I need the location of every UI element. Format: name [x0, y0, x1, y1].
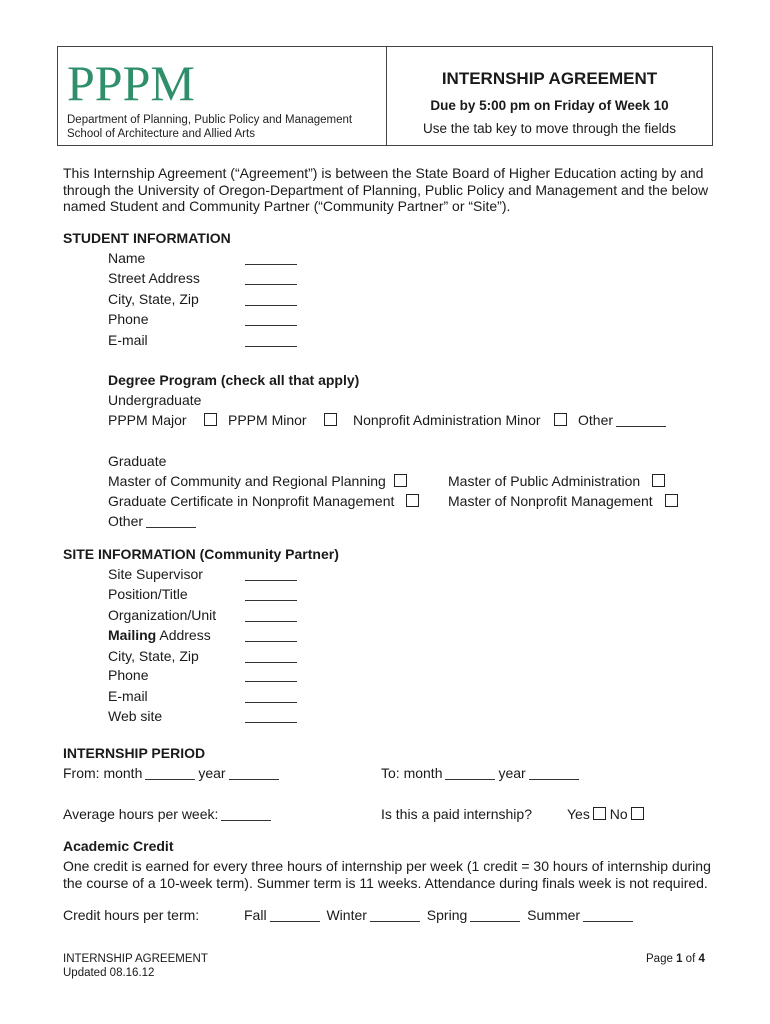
intro-line-1: This Internship Agreement (“Agreement”) is between the State Board of Higher Education acting by and [63, 165, 704, 181]
nonprofit-minor-option [353, 412, 567, 428]
site-org-field[interactable] [245, 621, 297, 622]
to-month-field[interactable] [445, 767, 495, 780]
intro-line-2: through the University of Oregon-Department of Planning, Public Policy and Management and the below [63, 182, 709, 198]
site-position-field[interactable] [245, 600, 297, 601]
student-city-label: City, State, Zip [108, 291, 199, 307]
student-heading: STUDENT INFORMATION [63, 230, 231, 246]
grad-other-label: Other [108, 513, 144, 529]
undergrad-label: Undergraduate [108, 392, 202, 408]
grad-cert-checkbox[interactable] [406, 494, 419, 507]
credit-hours-label: Credit hours per term: [63, 907, 200, 923]
site-org-label: Organization/Unit [108, 607, 217, 623]
site-supervisor-field[interactable] [245, 580, 297, 581]
tab-hint: Use the tab key to move through the fields [423, 121, 676, 136]
term-spring-label: Spring [426, 907, 468, 923]
mcrp-checkbox[interactable] [394, 474, 407, 487]
mpa-checkbox[interactable] [652, 474, 665, 487]
student-city-field[interactable] [245, 305, 297, 306]
page-number [646, 952, 705, 966]
mnm-checkbox[interactable] [665, 494, 678, 507]
student-street-field[interactable] [245, 284, 297, 285]
student-email-label: E-mail [108, 332, 148, 348]
avg-hours-field[interactable] [221, 808, 271, 821]
address-word: Address [159, 627, 211, 643]
site-web-field[interactable] [245, 722, 297, 723]
grad-other-field[interactable] [146, 515, 196, 528]
page-of: of [685, 953, 696, 965]
term-summer-field[interactable] [583, 909, 633, 922]
site-address-label [108, 627, 211, 643]
to-row [381, 765, 582, 781]
footer-title: INTERNSHIP AGREEMENT [63, 953, 208, 965]
undergrad-other-label: Other [578, 412, 614, 428]
undergrad-other-field[interactable] [616, 414, 666, 427]
mpa-label: Master of Public Administration [448, 473, 641, 489]
pppm-major-checkbox[interactable] [204, 413, 217, 426]
paid-yes-label: Yes [567, 806, 590, 822]
from-month-label: From: month [63, 765, 143, 781]
student-name-field[interactable] [245, 264, 297, 265]
term-fall-field[interactable] [270, 909, 320, 922]
page-total: 4 [698, 953, 705, 965]
from-year-label: year [198, 765, 226, 781]
student-name-label: Name [108, 250, 146, 266]
due-date: Due by 5:00 pm on Friday of Week 10 [430, 98, 669, 113]
nonprofit-minor-label: Nonprofit Administration Minor [353, 412, 541, 428]
site-heading: SITE INFORMATION (Community Partner) [63, 546, 339, 562]
pppm-minor-label: PPPM Minor [228, 412, 307, 428]
site-supervisor-label: Site Supervisor [108, 566, 203, 582]
paid-no-checkbox[interactable] [631, 807, 644, 820]
to-year-label: year [498, 765, 526, 781]
mcrp-option [108, 473, 407, 489]
from-year-field[interactable] [229, 767, 279, 780]
page-prefix: Page [646, 953, 673, 965]
term-spring-field[interactable] [470, 909, 520, 922]
intro-line-3: named Student and Community Partner (“Community Partner” or “Site”). [63, 198, 511, 214]
page-current: 1 [676, 953, 683, 965]
student-street-label: Street Address [108, 270, 200, 286]
mpa-option [448, 473, 665, 489]
site-email-field[interactable] [245, 702, 297, 703]
footer-updated: Updated 08.16.12 [63, 967, 155, 979]
nonprofit-minor-checkbox[interactable] [554, 413, 567, 426]
paid-no-label: No [609, 806, 628, 822]
pppm-minor-checkbox[interactable] [324, 413, 337, 426]
department-name: Department of Planning, Public Policy and Management [67, 114, 353, 126]
mailing-word: Mailing [108, 627, 157, 643]
site-position-label: Position/Title [108, 586, 188, 602]
to-year-field[interactable] [529, 767, 579, 780]
site-phone-label: Phone [108, 667, 149, 683]
grad-other-option [108, 513, 199, 529]
period-heading: INTERNSHIP PERIOD [63, 745, 206, 761]
mcrp-label: Master of Community and Regional Planning [108, 473, 386, 489]
from-month-field[interactable] [145, 767, 195, 780]
grad-cert-option [108, 493, 419, 509]
site-address-field[interactable] [245, 641, 297, 642]
credit-heading: Academic Credit [63, 838, 174, 854]
student-phone-field[interactable] [245, 325, 297, 326]
mnm-label: Master of Nonprofit Management [448, 493, 653, 509]
site-city-field[interactable] [245, 662, 297, 663]
term-fall-label: Fall [244, 907, 267, 923]
header-title-panel [387, 47, 712, 145]
site-web-label: Web site [108, 708, 163, 724]
grad-label: Graduate [108, 453, 167, 469]
student-email-field[interactable] [245, 346, 297, 347]
degree-heading: Degree Program (check all that apply) [108, 372, 360, 388]
credit-line-1: One credit is earned for every three hours of internship per week (1 credit = 30 hours of internship during [63, 858, 711, 874]
form-title: INTERNSHIP AGREEMENT [441, 69, 658, 88]
credit-line-2: the course of a 10-week term). Summer term is 11 weeks. Attendance during finals week is not required. [63, 875, 708, 891]
credit-terms-row [244, 907, 636, 923]
pppm-major-option [108, 412, 217, 428]
header-box [57, 46, 713, 146]
header-logo-panel [58, 47, 387, 145]
term-winter-label: Winter [326, 907, 367, 923]
pppm-major-label: PPPM Major [108, 412, 187, 428]
pppm-logo: PPPM [67, 55, 195, 111]
site-email-label: E-mail [108, 688, 148, 704]
paid-question: Is this a paid internship? [381, 806, 532, 822]
term-winter-field[interactable] [370, 909, 420, 922]
paid-options [567, 806, 644, 822]
mnm-option [448, 493, 678, 509]
student-phone-label: Phone [108, 311, 149, 327]
avg-hours-label: Average hours per week: [63, 806, 219, 822]
grad-cert-label: Graduate Certificate in Nonprofit Management [108, 493, 395, 509]
to-month-label: To: month [381, 765, 443, 781]
term-summer-label: Summer [527, 907, 581, 923]
undergrad-other-option [578, 412, 669, 428]
site-city-label: City, State, Zip [108, 648, 199, 664]
site-phone-field[interactable] [245, 681, 297, 682]
pppm-minor-option [228, 412, 337, 428]
from-row [63, 765, 282, 781]
avg-hours-row [63, 806, 274, 822]
school-name: School of Architecture and Allied Arts [67, 128, 255, 140]
paid-yes-checkbox[interactable] [593, 807, 606, 820]
